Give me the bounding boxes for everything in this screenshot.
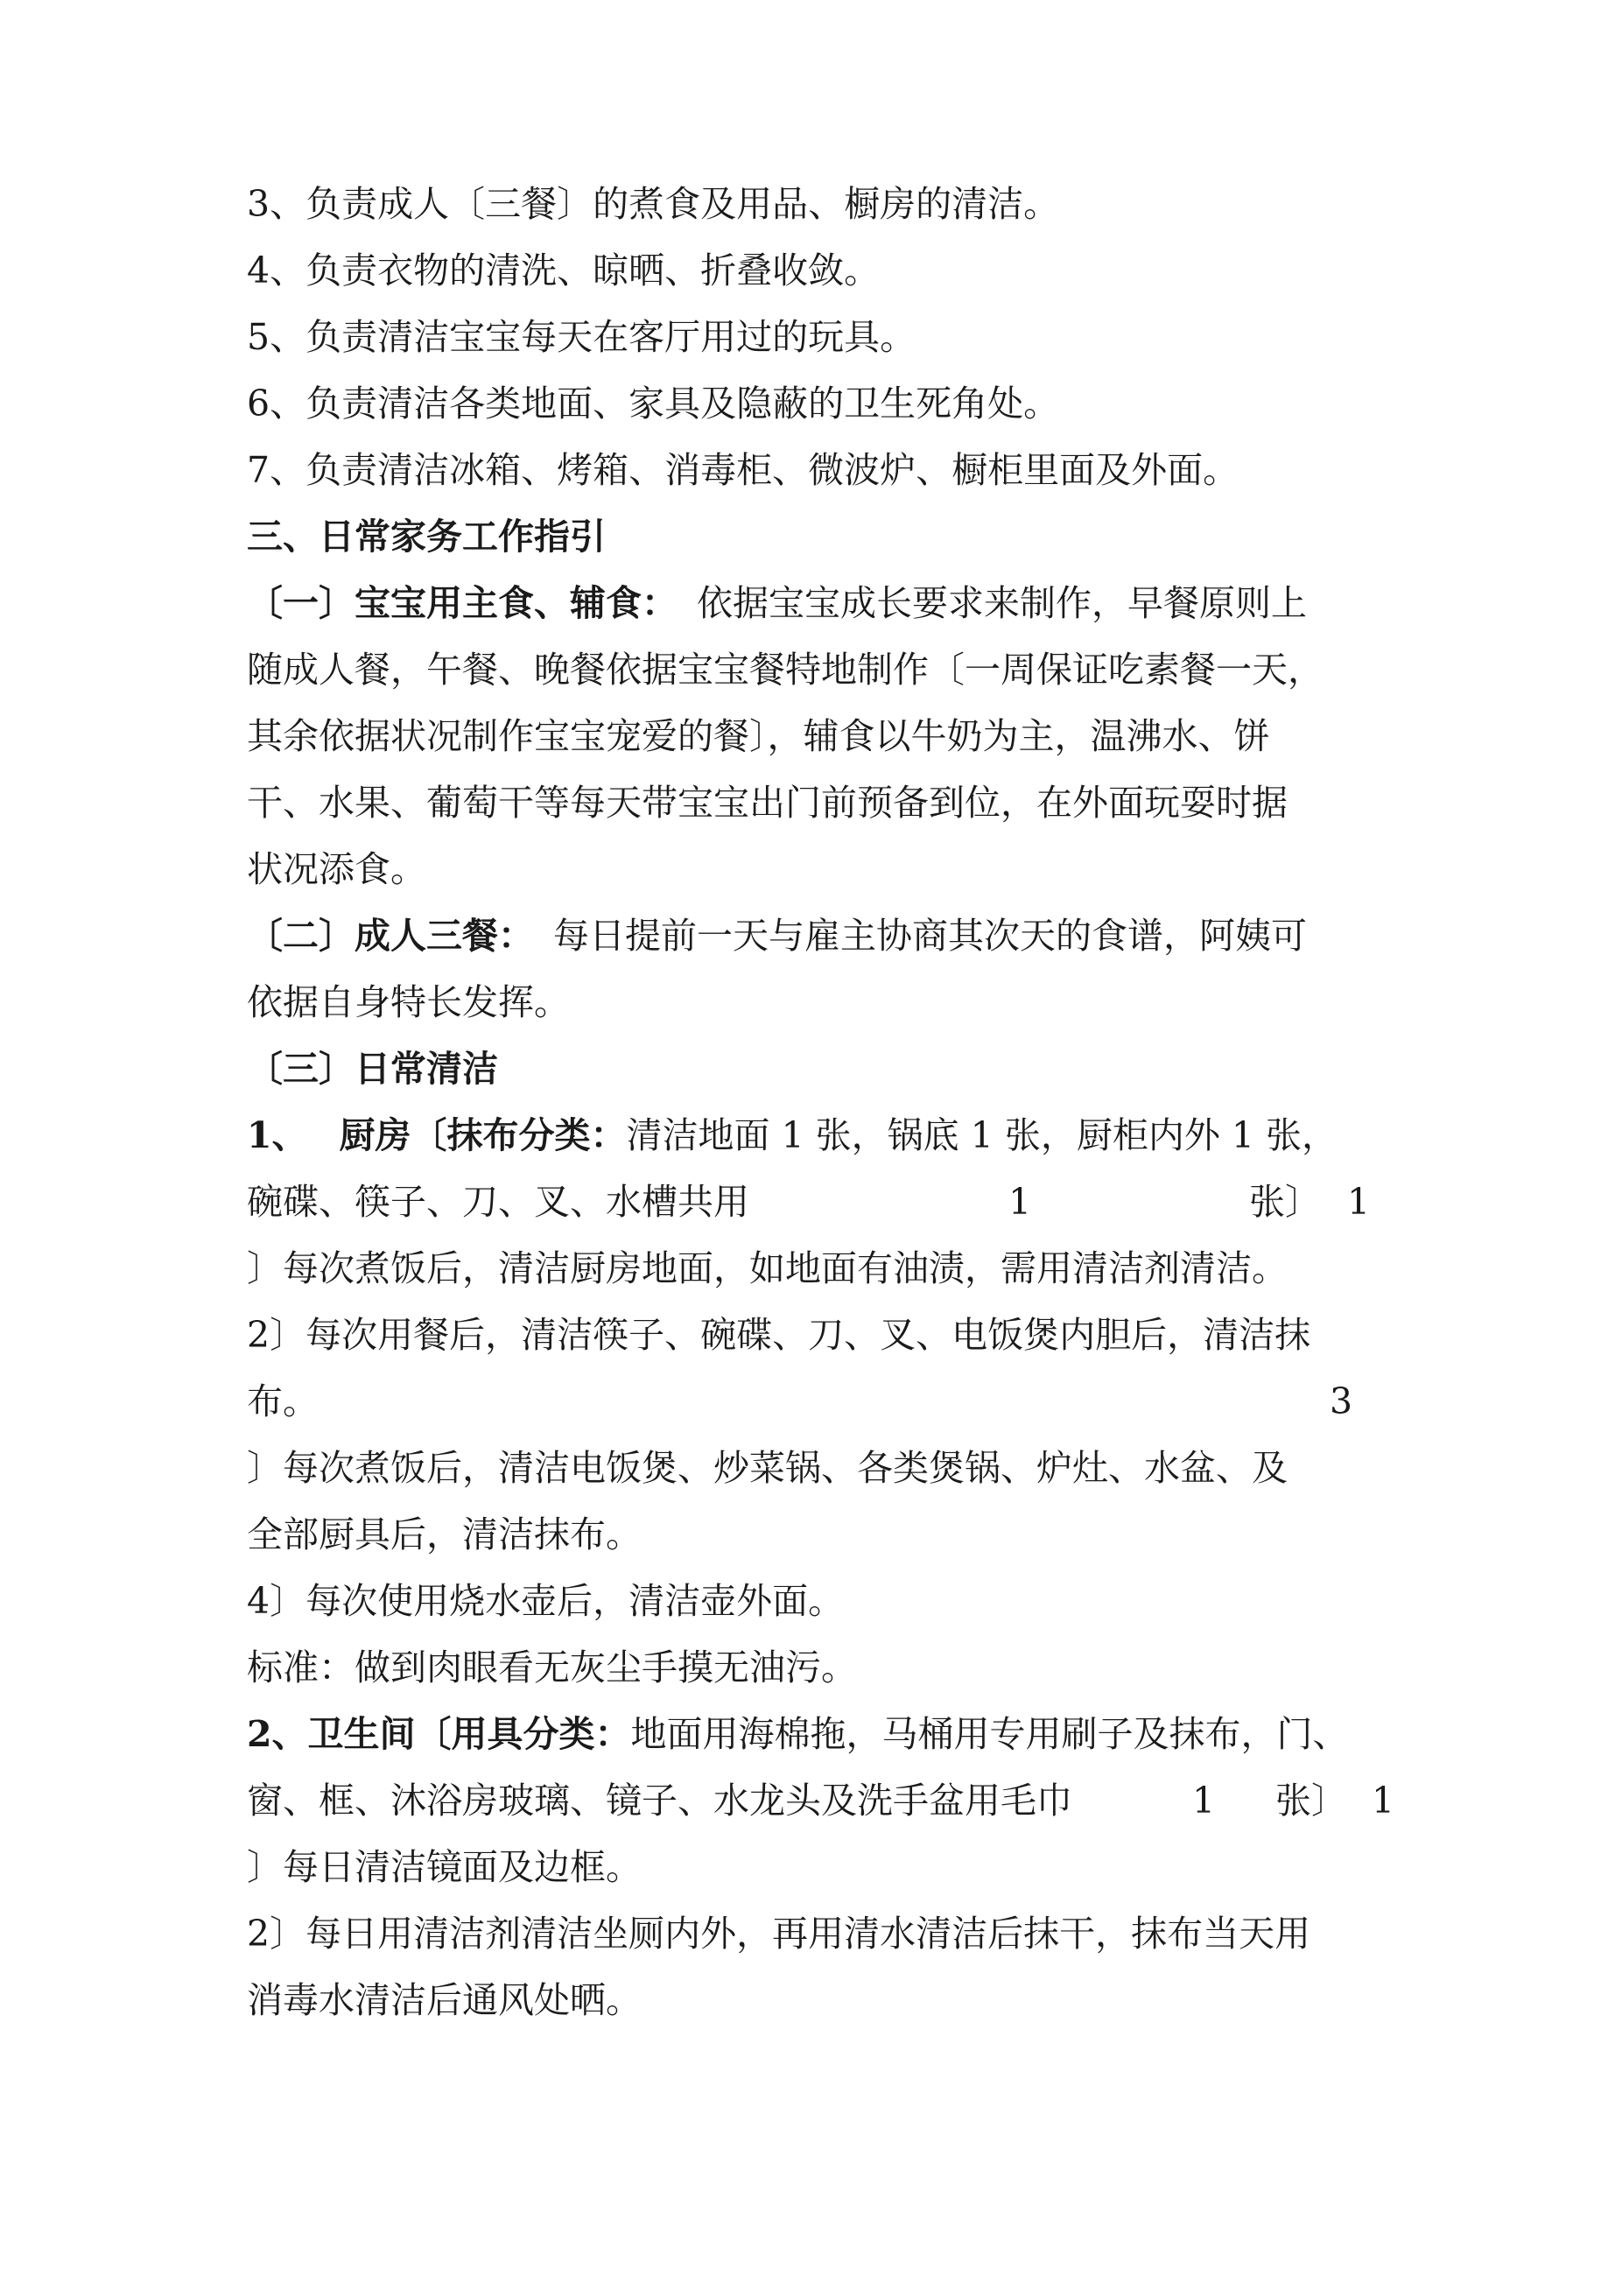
paragraph-text: 地面用海棉拖，马桶用专用刷子及抹布，门、 xyxy=(630,1713,1349,1755)
paragraph-line: 〕每次煮饭后，清洁厨房地面，如地面有油渍，需用清洁剂清洁。 xyxy=(247,1247,1288,1289)
paragraph-text: 布。 xyxy=(247,1380,319,1422)
duty-item: 7、负责清洁冰箱、烤箱、消毒柜、微波炉、橱柜里面及外面。 xyxy=(247,449,1239,491)
paragraph-text: 1 xyxy=(1347,1181,1371,1223)
paragraph-line xyxy=(247,913,1394,958)
paragraph-line: 〕每次煮饭后，清洁电饭煲、炒菜锅、各类煲锅、炉灶、水盆、及 xyxy=(247,1447,1288,1489)
paragraph-text: 窗、框、沐浴房玻璃、镜子、水龙头及洗手盆用毛巾 xyxy=(247,1780,1072,1822)
paragraph-line xyxy=(247,1711,1394,1757)
paragraph-text: 依据宝宝成长要求来制作，早餐原则上 xyxy=(697,582,1307,624)
section-heading: 三、日常家务工作指引 xyxy=(247,516,606,558)
paragraph-line xyxy=(247,1778,1394,1823)
standard-note: 标准：做到肉眼看无灰尘手摸无油污。 xyxy=(247,1647,857,1689)
item-label: 2、卫生间〔用具分类： xyxy=(247,1713,631,1755)
subsection-label: 〔二〕成人三餐： xyxy=(247,915,534,957)
paragraph-text: 碗碟、筷子、刀、叉、水槽共用 xyxy=(247,1181,749,1223)
paragraph-text: 每日提前一天与雇主协商其次天的食谱，阿姨可 xyxy=(553,915,1307,957)
paragraph-line: 其余依据状况制作宝宝宠爱的餐〕，辅食以牛奶为主，温沸水、饼 xyxy=(247,715,1270,757)
paragraph-line: 干、水果、葡萄干等每天带宝宝出门前预备到位，在外面玩耍时据 xyxy=(247,782,1288,824)
paragraph-line: 随成人餐，午餐、晚餐依据宝宝餐特地制作〔一周保证吃素餐一天， xyxy=(247,649,1324,691)
paragraph-text: 张〕 xyxy=(1275,1780,1347,1822)
duty-item: 5、负责清洁宝宝每天在客厅用过的玩具。 xyxy=(247,316,916,358)
paragraph-text: 1 xyxy=(1372,1780,1395,1822)
duty-item: 6、负责清洁各类地面、家具及隐蔽的卫生死角处。 xyxy=(247,383,1060,425)
paragraph-line: 状况添食。 xyxy=(247,848,426,890)
paragraph-line: 〕每日清洁镜面及边框。 xyxy=(247,1846,642,1888)
subsection-heading: 〔三〕日常清洁 xyxy=(247,1048,498,1090)
paragraph-line xyxy=(247,1379,1394,1424)
paragraph-line: 依据自身特长发挥。 xyxy=(247,981,570,1023)
paragraph-text: 清洁地面 1 张，锅底 1 张，厨柜内外 1 张， xyxy=(626,1114,1338,1156)
duty-item: 4、负责衣物的清洗、晾晒、折叠收敛。 xyxy=(247,249,881,291)
paragraph-line: 消毒水清洁后通风处晒。 xyxy=(247,1979,642,2021)
paragraph-text: 3 xyxy=(1330,1380,1353,1422)
item-number: 1、 xyxy=(247,1114,308,1156)
paragraph-line: 2〕每日用清洁剂清洁坐厕内外，再用清水清洁后抹干，抹布当天用 xyxy=(247,1913,1311,1955)
subsection-label: 〔一〕宝宝用主食、辅食： xyxy=(247,582,678,624)
paragraph-line xyxy=(247,1113,1394,1158)
paragraph-line xyxy=(247,580,1394,626)
paragraph-line: 2〕每次用餐后，清洁筷子、碗碟、刀、叉、电饭煲内胆后，清洁抹 xyxy=(247,1314,1311,1356)
paragraph-text: 1 xyxy=(1008,1181,1032,1223)
paragraph-line: 4〕每次使用烧水壶后，清洁壶外面。 xyxy=(247,1580,845,1622)
paragraph-line xyxy=(247,1179,1394,1225)
item-label: 厨房〔抹布分类： xyxy=(339,1114,627,1156)
paragraph-line: 全部厨具后，清洁抹布。 xyxy=(247,1513,642,1555)
paragraph-text: 1 xyxy=(1192,1780,1216,1822)
paragraph-text: 张〕 xyxy=(1249,1181,1321,1223)
duty-item: 3、负责成人〔三餐〕的煮食及用品、橱房的清洁。 xyxy=(247,183,1060,225)
